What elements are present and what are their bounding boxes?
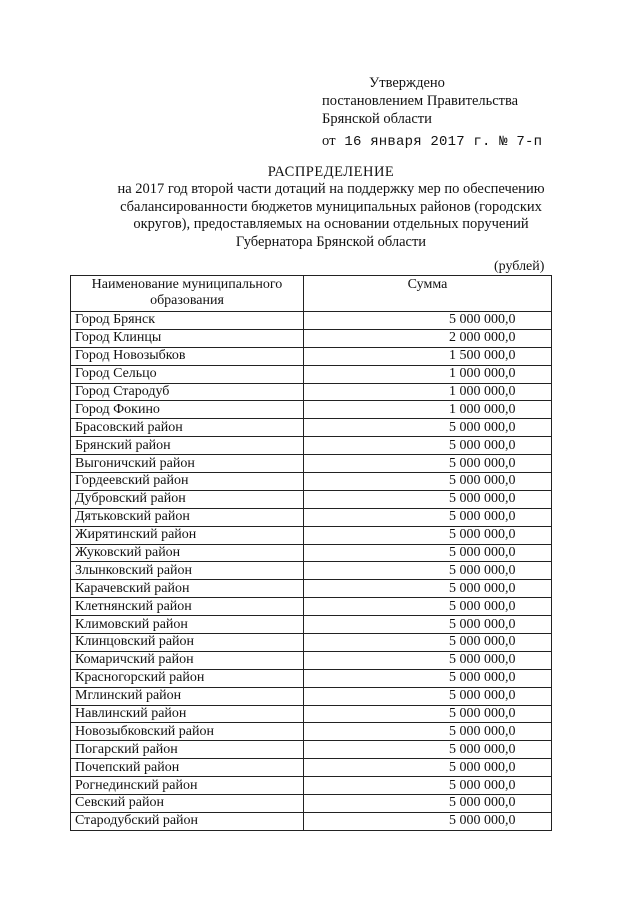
- municipality-sum: 5 000 000,0: [304, 562, 552, 580]
- table-row: [71, 723, 552, 741]
- table-row: [71, 419, 552, 437]
- municipality-sum: 5 000 000,0: [304, 705, 552, 723]
- table-row: [71, 383, 552, 401]
- municipality-name: Навлинский район: [71, 705, 304, 723]
- municipality-name: Жуковский район: [71, 544, 304, 562]
- header-municipality-line-1: Наименование муниципального: [91, 277, 283, 292]
- table-row: [71, 365, 552, 383]
- municipality-name: Выгоничский район: [71, 455, 304, 473]
- approval-date-value: 16 января 2017 г. № 7-п: [344, 134, 543, 150]
- municipality-sum: 5 000 000,0: [304, 687, 552, 705]
- municipality-sum: 5 000 000,0: [304, 419, 552, 437]
- municipality-name: Брянский район: [71, 437, 304, 455]
- municipality-name: Гордеевский район: [71, 473, 304, 491]
- title-line-2: сбалансированности бюджетов муниципальных районов (городских: [120, 198, 542, 215]
- approval-line-region: Брянской области: [322, 111, 432, 127]
- table-row: [71, 329, 552, 347]
- table-row: [71, 526, 552, 544]
- table-row: [71, 741, 552, 759]
- municipality-sum: 1 000 000,0: [304, 383, 552, 401]
- title-line-1: на 2017 год второй части дотаций на поддержку мер по обеспечению: [117, 181, 545, 198]
- municipality-name: Комаричский район: [71, 651, 304, 669]
- title-line-3: округов), предоставляемых на основании отдельных поручений: [133, 216, 529, 233]
- table-row: [71, 687, 552, 705]
- table-row: [71, 473, 552, 491]
- table-row: [71, 347, 552, 365]
- approval-line-approved: Утверждено: [369, 75, 445, 91]
- municipality-name: Брасовский район: [71, 419, 304, 437]
- table-row: [71, 508, 552, 526]
- approval-date-prefix: от: [322, 133, 336, 149]
- municipality-name: Рогнединский район: [71, 777, 304, 795]
- table-row: [71, 795, 552, 813]
- currency-unit: (рублей): [494, 259, 545, 274]
- municipality-sum: 5 000 000,0: [304, 616, 552, 634]
- municipality-sum: 5 000 000,0: [304, 634, 552, 652]
- municipality-sum: 5 000 000,0: [304, 490, 552, 508]
- municipality-name: Город Клинцы: [71, 329, 304, 347]
- municipality-sum: 5 000 000,0: [304, 312, 552, 330]
- municipality-name: Карачевский район: [71, 580, 304, 598]
- municipality-name: Новозыбковский район: [71, 723, 304, 741]
- municipality-name: Климовский район: [71, 616, 304, 634]
- title-line-4: Губернатора Брянской области: [235, 233, 427, 250]
- municipality-sum: 5 000 000,0: [304, 651, 552, 669]
- municipality-sum: 5 000 000,0: [304, 795, 552, 813]
- municipality-sum: 1 000 000,0: [304, 401, 552, 419]
- table-row: [71, 777, 552, 795]
- municipality-name: Дятьковский район: [71, 508, 304, 526]
- municipality-sum: 5 000 000,0: [304, 741, 552, 759]
- table-row: [71, 580, 552, 598]
- table-row: [71, 705, 552, 723]
- municipality-name: Стародубский район: [71, 812, 304, 830]
- municipality-name: Город Сельцо: [71, 365, 304, 383]
- municipality-sum: 5 000 000,0: [304, 455, 552, 473]
- municipality-sum: 5 000 000,0: [304, 580, 552, 598]
- title-heading: РАСПРЕДЕЛЕНИЕ: [267, 164, 395, 180]
- table-row: [71, 437, 552, 455]
- approval-date-line: [322, 132, 542, 151]
- municipality-sum: 2 000 000,0: [304, 329, 552, 347]
- municipality-name: Город Новозыбков: [71, 347, 304, 365]
- approval-line-resolution: постановлением Правительства: [322, 93, 519, 109]
- municipality-name: Город Брянск: [71, 312, 304, 330]
- table-row: [71, 812, 552, 830]
- municipality-sum: 5 000 000,0: [304, 544, 552, 562]
- table-row: [71, 651, 552, 669]
- header-municipality: [71, 276, 304, 312]
- municipality-name: Дубровский район: [71, 490, 304, 508]
- municipality-name: Клинцовский район: [71, 634, 304, 652]
- municipality-sum: 5 000 000,0: [304, 473, 552, 491]
- table-row: [71, 616, 552, 634]
- municipality-sum: 1 000 000,0: [304, 365, 552, 383]
- table-row: [71, 312, 552, 330]
- document-title: [80, 164, 582, 251]
- municipality-sum: 5 000 000,0: [304, 526, 552, 544]
- table-header-row: [71, 276, 552, 312]
- approval-stamp: [322, 74, 542, 151]
- municipality-sum: 5 000 000,0: [304, 723, 552, 741]
- municipality-name: Севский район: [71, 795, 304, 813]
- table-row: [71, 401, 552, 419]
- table-row: [71, 634, 552, 652]
- municipality-sum: 1 500 000,0: [304, 347, 552, 365]
- municipality-name: Жирятинский район: [71, 526, 304, 544]
- table-row: [71, 759, 552, 777]
- table-row: [71, 455, 552, 473]
- municipality-name: Красногорский район: [71, 669, 304, 687]
- municipality-sum: 5 000 000,0: [304, 437, 552, 455]
- municipality-sum: 5 000 000,0: [304, 598, 552, 616]
- distribution-table: [70, 275, 552, 831]
- municipality-sum: 5 000 000,0: [304, 669, 552, 687]
- municipality-name: Погарский район: [71, 741, 304, 759]
- header-municipality-line-2: образования: [150, 293, 224, 308]
- municipality-name: Злынковский район: [71, 562, 304, 580]
- table-row: [71, 490, 552, 508]
- table-row: [71, 562, 552, 580]
- municipality-name: Мглинский район: [71, 687, 304, 705]
- municipality-name: Город Стародуб: [71, 383, 304, 401]
- municipality-name: Город Фокино: [71, 401, 304, 419]
- municipality-name: Клетнянский район: [71, 598, 304, 616]
- municipality-sum: 5 000 000,0: [304, 812, 552, 830]
- table-row: [71, 544, 552, 562]
- municipality-sum: 5 000 000,0: [304, 777, 552, 795]
- table-row: [71, 598, 552, 616]
- table-row: [71, 669, 552, 687]
- header-sum: Сумма: [304, 276, 552, 312]
- municipality-sum: 5 000 000,0: [304, 759, 552, 777]
- municipality-sum: 5 000 000,0: [304, 508, 552, 526]
- municipality-name: Почепский район: [71, 759, 304, 777]
